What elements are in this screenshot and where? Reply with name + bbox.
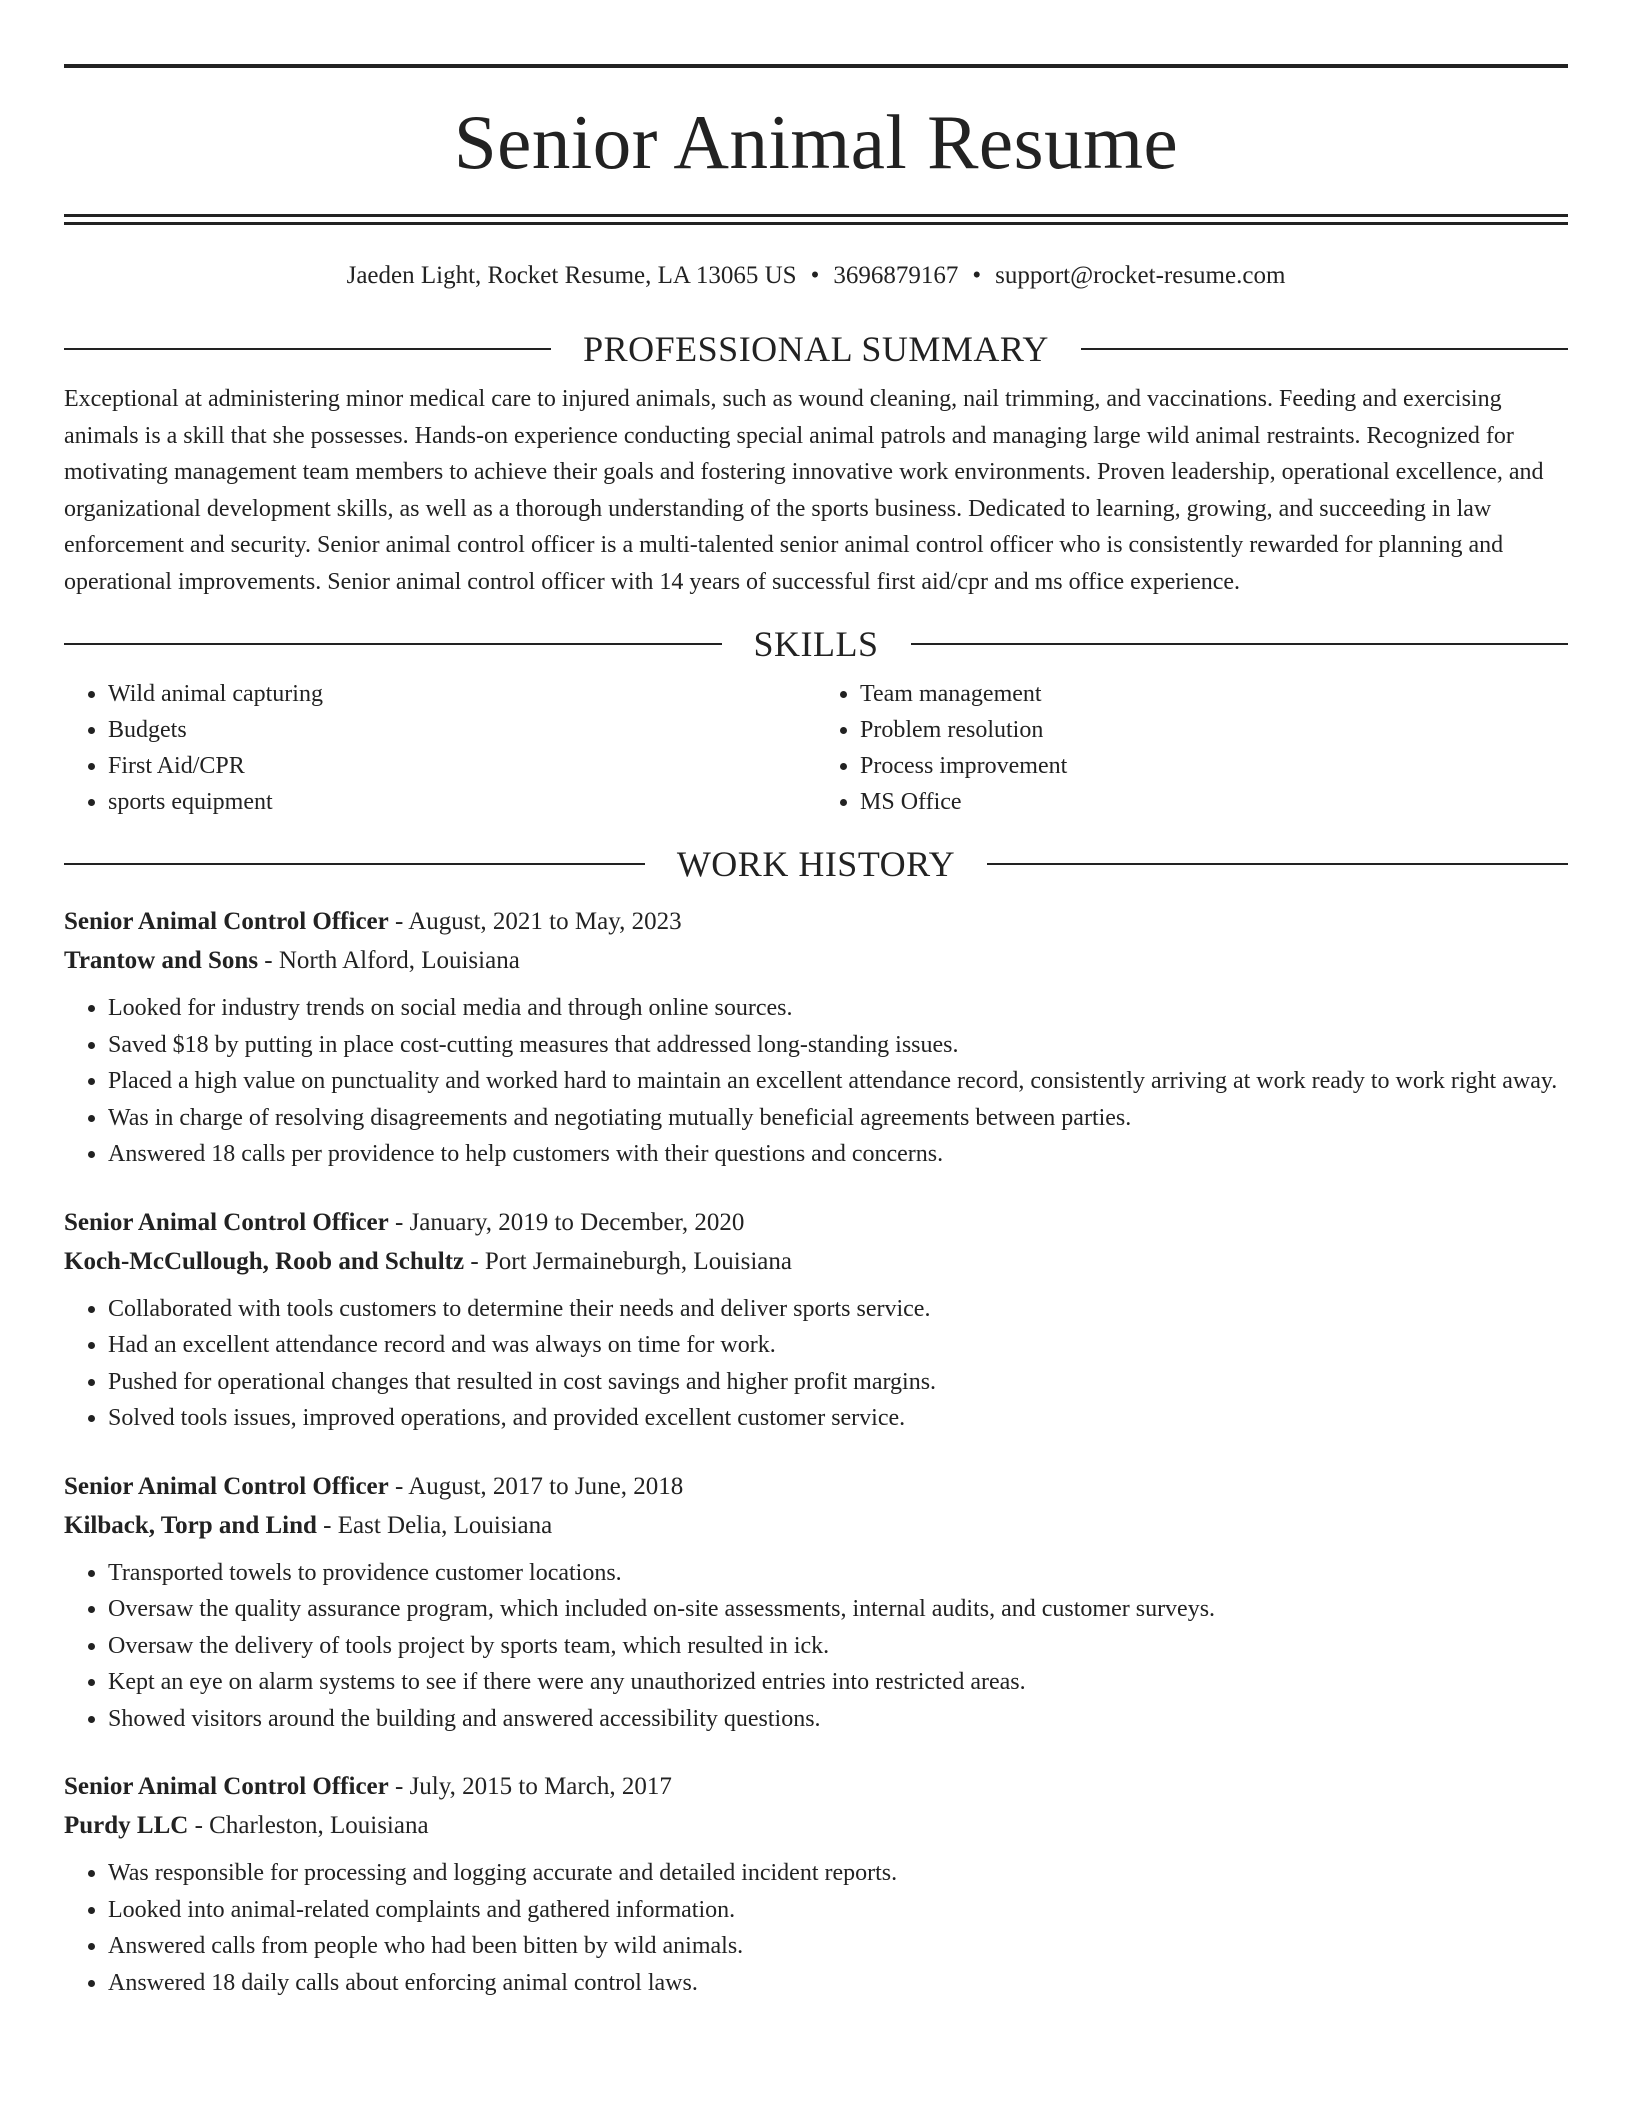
job-bullet: • Was responsible for processing and logging accurate and detailed incident reports. [108,1855,1568,1892]
job-bullet: • Looked into animal-related complaints and gathered information. [108,1892,1568,1929]
job-title: Senior Animal Control Officer [64,1472,389,1500]
summary-heading: PROFESSIONAL SUMMARY [583,329,1049,369]
section-rule-right [1081,348,1568,350]
skill-item: • Wild animal capturing [108,676,816,712]
job-title: Senior Animal Control Officer [64,1208,389,1236]
skills-section-header [64,624,1568,664]
job-title-line [64,1203,1568,1242]
job-bullet: • Oversaw the delivery of tools project by sports team, which resulted in ick. [108,1628,1568,1665]
contact-address: Jaeden Light, Rocket Resume, LA 13065 US [346,262,797,289]
skills-column-left [64,676,816,820]
job-company-line [64,941,1568,980]
job-bullet: • Pushed for operational changes that resulted in cost savings and higher profit margins. [108,1364,1568,1401]
skills-heading: SKILLS [753,624,879,664]
job-bullet: • Transported towels to providence customer locations. [108,1555,1568,1592]
job-company: Trantow and Sons [64,947,259,974]
job-dates: - January, 2019 to December, 2020 [388,1208,745,1236]
section-rule-left [64,863,645,865]
summary-section-header [64,329,1568,369]
job-bullet: • Had an excellent attendance record and was always on time for work. [108,1327,1568,1364]
skills-list [64,676,1568,820]
job-bullets [64,1291,1568,1437]
section-rule-left [64,348,551,350]
job-bullet: • Solved tools issues, improved operations, and provided excellent customer service. [108,1400,1568,1437]
job-company: Purdy LLC [64,1812,189,1839]
job-location: - Charleston, Louisiana [188,1812,429,1839]
skill-item: • Problem resolution [860,712,1568,748]
job-bullet: • Saved $18 by putting in place cost-cutting measures that addressed long-standing issues. [108,1027,1568,1064]
job-dates: - August, 2017 to June, 2018 [388,1472,684,1500]
summary-text: Exceptional at administering minor medical care to injured animals, such as wound cleaning, nail trimming, and vaccinations. Feeding and exercising animals is a skill that she possesses. Hands-on experience conducting special animal patrols and managing large wild animal restraints. Recognized for motivating management team members to achieve their goals and fostering innovative work environments. Proven leadership, operational excellence, and organizational development skills, as well as a thorough understanding of the sports business. Dedicated to learning, growing, and succeeding in law enforcement and security. Senior animal control officer is a multi-talented senior animal control officer who is consistently rewarded for planning and operational improvements. Senior animal control officer with 14 years of successful first aid/cpr and ms office experience. [64,386,1544,595]
section-rule-left [64,643,722,645]
job-title-line [64,902,1568,941]
resume-page [64,64,1568,2001]
job-dates: - July, 2015 to March, 2017 [388,1773,672,1800]
job-bullet: • Answered 18 daily calls about enforcing animal control laws. [108,1965,1568,2002]
job-location: - Port Jermaineburgh, Louisiana [464,1247,793,1275]
top-rule [64,64,1568,68]
contact-phone: 3696879167 [833,262,959,289]
job-bullet: • Showed visitors around the building and answered accessibility questions. [108,1701,1568,1738]
job-dates: - August, 2021 to May, 2023 [388,908,682,935]
job-entry [64,1467,1568,1738]
job-location: - North Alford, Louisiana [258,947,520,974]
section-rule-right [987,863,1568,865]
job-bullets [64,1855,1568,2001]
job-bullet: • Answered 18 calls per providence to help customers with their questions and concerns. [108,1136,1568,1173]
job-bullet: • Collaborated with tools customers to determine their needs and deliver sports service. [108,1291,1568,1328]
job-entry [64,902,1568,1173]
skill-item: • Process improvement [860,748,1568,784]
contact-email: support@rocket-resume.com [995,262,1286,289]
job-company: Kilback, Torp and Lind [64,1511,317,1539]
skill-item: • Budgets [108,712,816,748]
job-bullet: • Oversaw the quality assurance program, which included on-site assessments, internal audits, and customer surveys. [108,1591,1568,1628]
skills-column-right [816,676,1568,820]
skill-item: • First Aid/CPR [108,748,816,784]
job-bullets [64,1555,1568,1738]
contact-separator: • [972,262,982,289]
job-bullet: • Placed a high value on punctuality and worked hard to maintain an excellent attendance record, consistently arriving at work ready to work right away. [108,1063,1568,1100]
job-company-line [64,1242,1568,1281]
skill-item: • Team management [860,676,1568,712]
job-company-line [64,1506,1568,1545]
job-bullet: • Answered calls from people who had been bitten by wild animals. [108,1928,1568,1965]
job-location: - East Delia, Louisiana [316,1511,553,1539]
job-title-line [64,1767,1568,1806]
job-bullets [64,990,1568,1173]
work-section-header [64,844,1568,884]
job-bullet: • Looked for industry trends on social media and through online sources. [108,990,1568,1027]
job-title: Senior Animal Control Officer [64,908,389,935]
job-entry [64,1203,1568,1437]
job-title: Senior Animal Control Officer [64,1773,389,1800]
job-company-line [64,1806,1568,1845]
skill-item: • sports equipment [108,784,816,820]
job-company: Koch-McCullough, Roob and Schultz [64,1247,465,1275]
skill-item: • MS Office [860,784,1568,820]
section-rule-right [911,643,1569,645]
job-bullet: • Was in charge of resolving disagreements and negotiating mutually beneficial agreements between parties. [108,1100,1568,1137]
job-bullet: • Kept an eye on alarm systems to see if there were any unauthorized entries into restricted areas. [108,1664,1568,1701]
job-entry [64,1767,1568,2001]
contact-line [64,261,1568,291]
work-heading: WORK HISTORY [676,844,956,884]
contact-separator: • [810,262,820,289]
job-title-line [64,1467,1568,1506]
resume-title: Senior Animal Resume [453,99,1179,185]
title-double-rule [64,214,1568,225]
